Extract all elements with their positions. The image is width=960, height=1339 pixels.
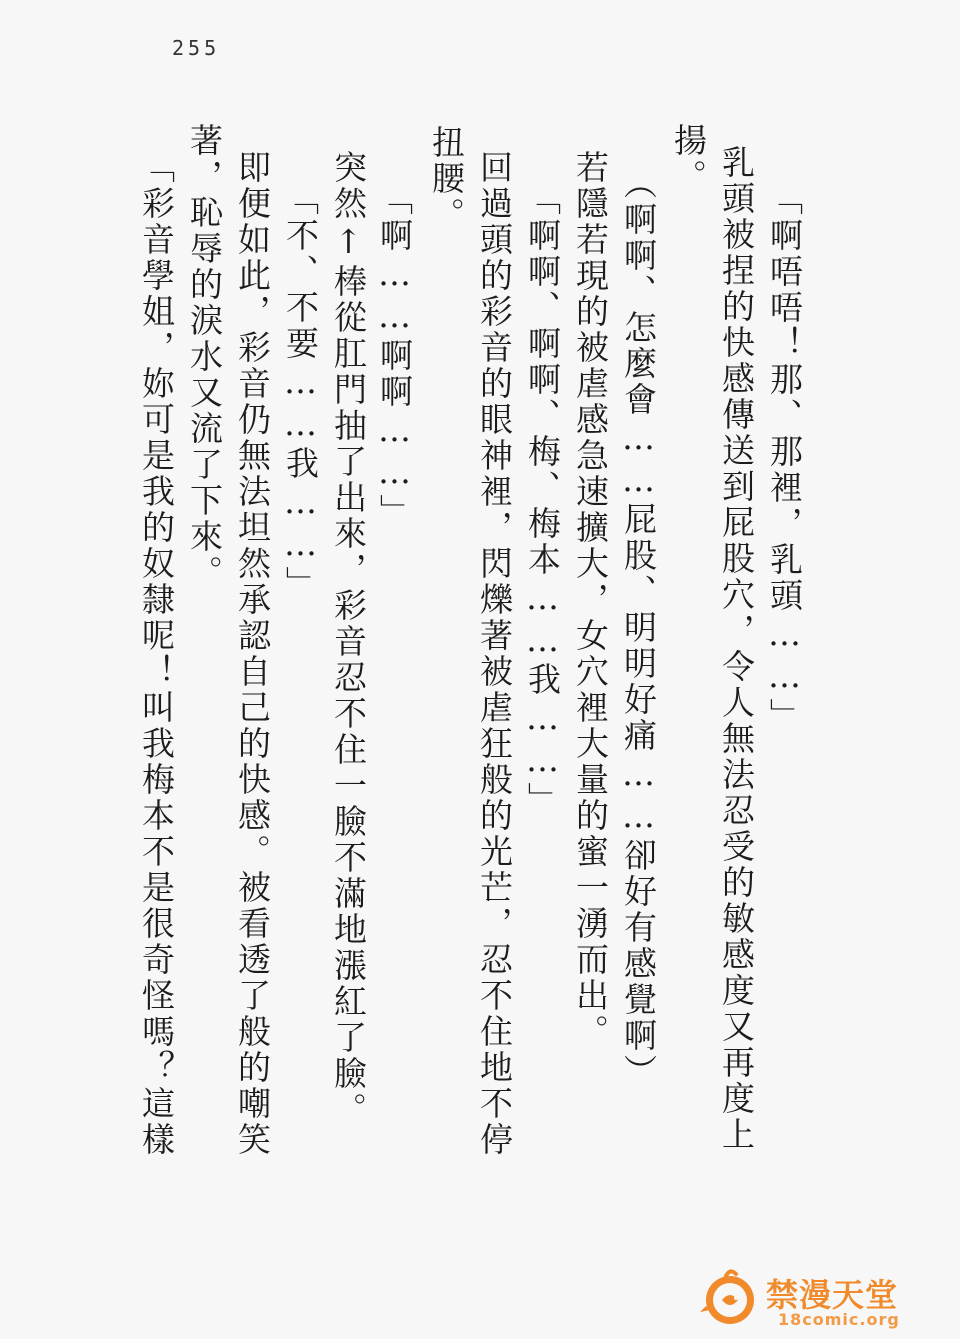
text-column-8: 扭腰。 xyxy=(427,125,466,233)
watermark-subtitle: 18comic.org xyxy=(778,1310,900,1329)
text-column-4: （啊啊、怎麼會……屁股、明明好痛……卻好有感覺啊） xyxy=(619,166,658,1090)
text-column-2: 乳頭被捏的快感傳送到屁股穴，令人無法忍受的敏感度又再度上 xyxy=(717,145,756,1153)
text-column-10: 突然↑棒從肛門抽了出來，彩音忍不住一臉不滿地漲紅了臉。 xyxy=(329,150,368,1128)
site-watermark xyxy=(700,1262,925,1332)
text-column-13: 著，恥辱的淚水又流了下來。 xyxy=(185,123,224,591)
watermark-title: 禁漫天堂 xyxy=(766,1276,899,1314)
text-column-1: 「啊唔唔！那、那裡，乳頭……」 xyxy=(765,182,804,734)
text-column-6: 「啊啊、啊啊、梅、梅本……我……」 xyxy=(523,182,562,818)
orange-fish-logo-icon xyxy=(700,1266,762,1328)
text-column-9: 「啊……啊啊……」 xyxy=(375,182,414,530)
text-column-7: 回過頭的彩音的眼神裡，閃爍著被虐狂般的光芒，忍不住地不停 xyxy=(475,150,514,1158)
text-column-11: 「不、不要……我……」 xyxy=(281,182,320,602)
text-column-5: 若隱若現的被虐感急速擴大，女穴裡大量的蜜一湧而出。 xyxy=(571,150,610,1050)
page-number: 255 xyxy=(172,36,221,60)
text-column-12: 即便如此，彩音仍無法坦然承認自己的快感。被看透了般的嘲笑 xyxy=(233,150,272,1158)
text-column-14: 「彩音學姐，妳可是我的奴隸呢！叫我梅本不是很奇怪嗎？這樣 xyxy=(137,150,176,1158)
text-column-3: 揚。 xyxy=(669,123,708,195)
